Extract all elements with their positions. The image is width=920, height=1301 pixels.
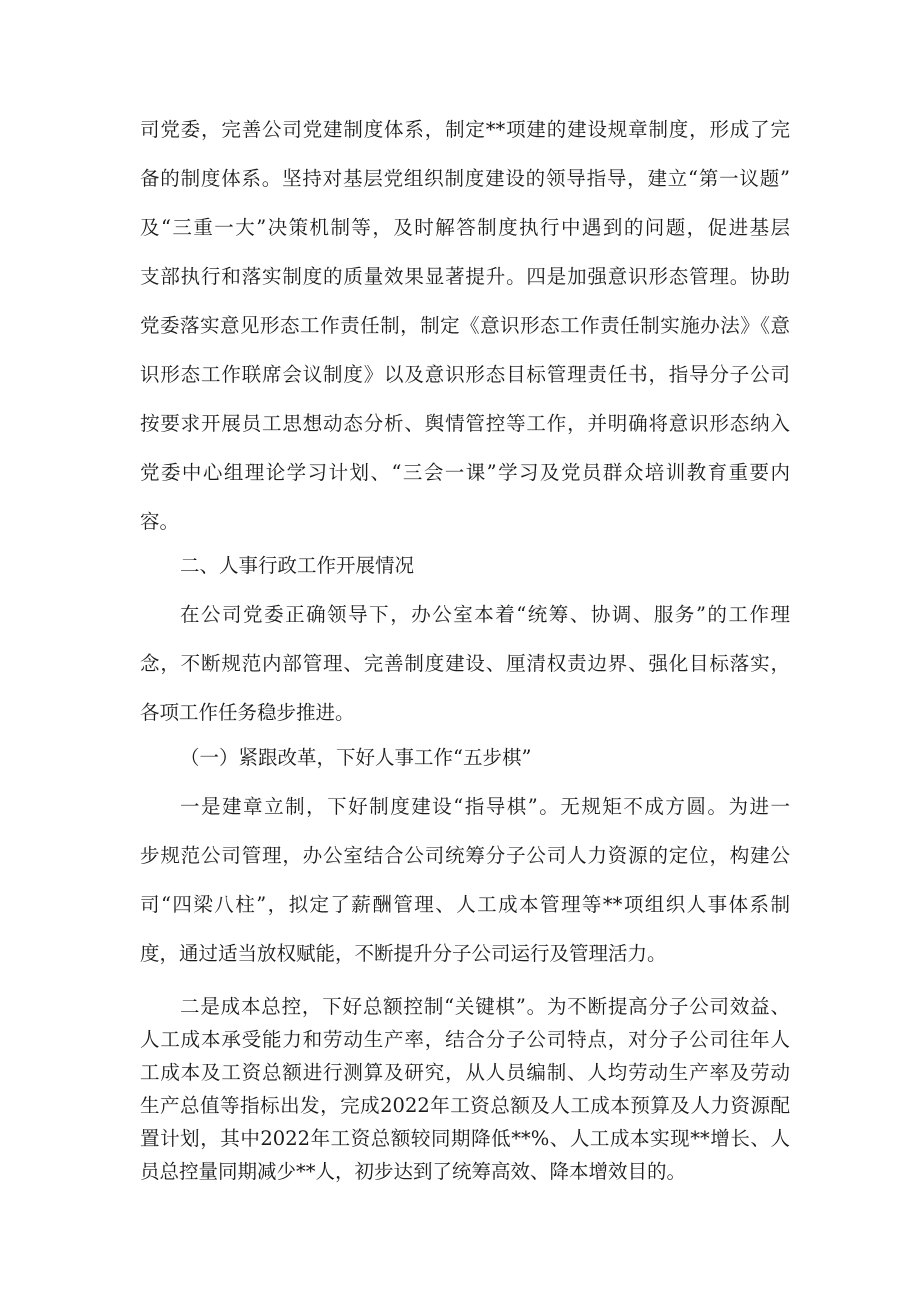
paragraph-line: 各项工作任务稳步推进。: [140, 701, 355, 724]
paragraph-line: 一是建章立制，下好制度建设“指导棋”。无规矩不成方圆。为进一: [180, 795, 790, 818]
paragraph-line: 按要求开展员工思想动态分析、舆情管控等工作，并明确将意识形态纳入: [140, 412, 790, 435]
paragraph-line: 度，通过适当放权赋能，不断提升分子公司运行及管理活力。: [140, 942, 667, 965]
paragraph-line: 司党委，完善公司党建制度体系，制定**项建的建设规章制度，形成了完: [140, 118, 790, 141]
paragraph-line: 人工成本承受能力和劳动生产率，结合分子公司特点，对分子公司往年人: [140, 1028, 790, 1051]
paragraph-line: 容。: [140, 510, 180, 533]
paragraph-line: 司“四梁八柱”，拟定了薪酬管理、人工成本管理等**项组织人事体系制: [140, 893, 790, 916]
paragraph-line: 步规范公司管理，办公室结合公司统筹分子公司人力资源的定位，构建公: [140, 844, 790, 867]
paragraph-line: 党委落实意见形态工作责任制，制定《意识形态工作责任制实施办法》《意: [140, 314, 790, 337]
paragraph-line: 生产总值等指标出发，完成2022年工资总额及人工成本预算及人力资源配: [140, 1094, 790, 1117]
paragraph-line: 备的制度体系。坚持对基层党组织制度建设的领导指导，建立“第一议题”: [140, 167, 790, 190]
paragraph-line: 识形态工作联席会议制度》以及意识形态目标管理责任书，指导分子公司: [140, 363, 790, 386]
paragraph-line: 党委中心组理论学习计划、“三会一课”学习及党员群众培训教育重要内: [140, 461, 790, 484]
paragraph-line: 置计划，其中2022年工资总额较同期降低**%、人工成本实现**增长、人: [140, 1127, 790, 1150]
paragraph-line: 二是成本总控，下好总额控制“关键棋”。为不断提高分子公司效益、: [180, 995, 790, 1018]
paragraph-line: 念，不断规范内部管理、完善制度建设、厘清权责边界、强化目标落实，: [140, 652, 790, 675]
paragraph-line: 工成本及工资总额进行测算及研究，从人员编制、人均劳动生产率及劳动: [140, 1061, 790, 1084]
paragraph-line: 在公司党委正确领导下，办公室本着“统筹、协调、服务”的工作理: [180, 603, 790, 626]
paragraph-line: 及“三重一大”决策机制等，及时解答制度执行中遇到的问题，促进基层: [140, 216, 790, 239]
paragraph-line: 员总控量同期减少**人，初步达到了统筹高效、降本增效目的。: [140, 1160, 687, 1183]
subsection-heading: （一）紧跟改革，下好人事工作“五步棋”: [180, 746, 532, 769]
paragraph-line: 支部执行和落实制度的质量效果显著提升。四是加强意识形态管理。协助: [140, 265, 790, 288]
section-heading: 二、人事行政工作开展情况: [180, 554, 415, 577]
